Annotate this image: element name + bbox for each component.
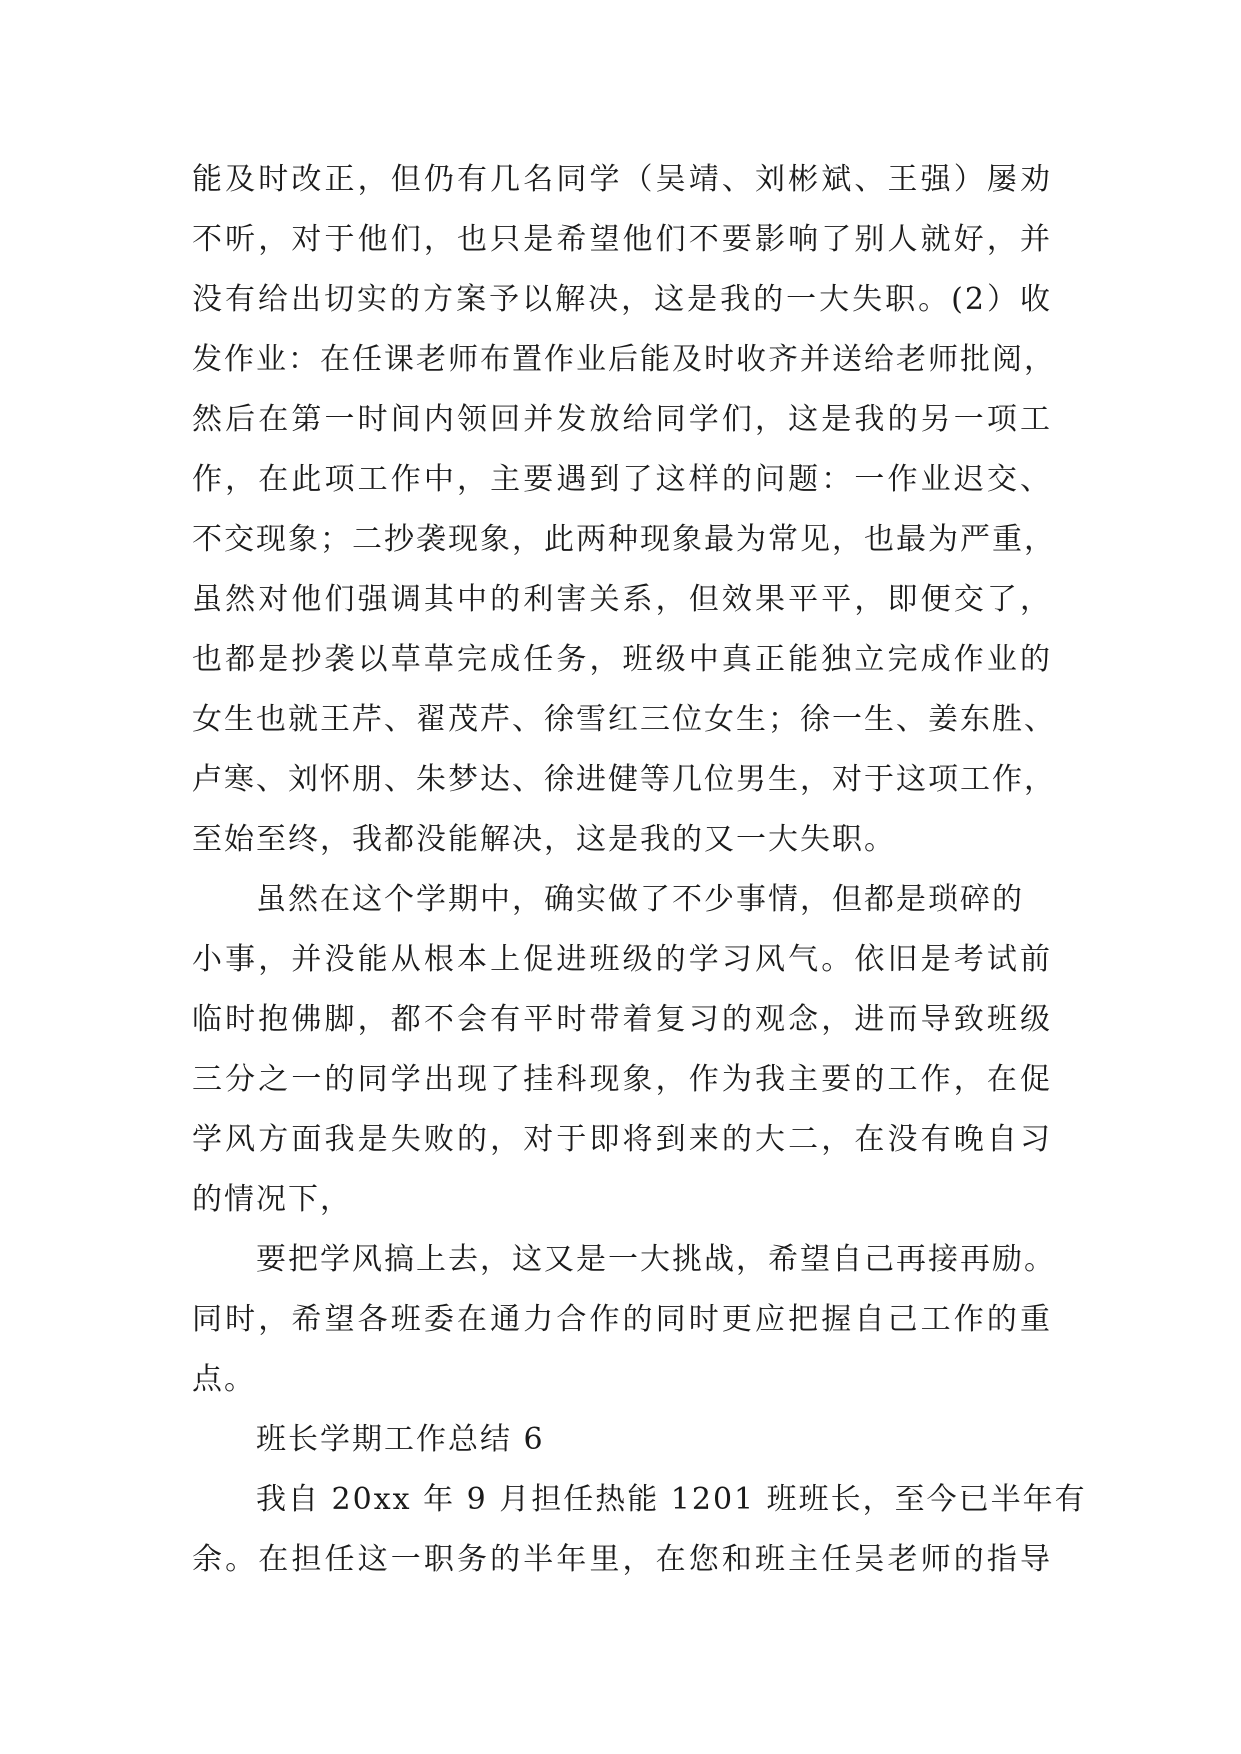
text-line: 同时，希望各班委在通力合作的同时更应把握自己工作的重	[192, 1302, 1052, 1337]
text-line: 也都是抄袭以草草完成任务，班级中真正能独立完成作业的	[192, 642, 1052, 677]
text-line: 小事，并没能从根本上促进班级的学习风气。依旧是考试前	[192, 942, 1052, 977]
text-line: 女生也就王芹、翟茂芹、徐雪红三位女生；徐一生、姜东胜、	[192, 702, 1056, 737]
text-line: 不交现象；二抄袭现象，此两种现象最为常见，也最为严重，	[192, 522, 1056, 557]
text-line: 作，在此项工作中，主要遇到了这样的问题：一作业迟交、	[192, 462, 1052, 497]
text-line: 不听，对于他们，也只是希望他们不要影响了别人就好，并	[192, 222, 1052, 257]
section-heading: 班长学期工作总结 6	[256, 1422, 545, 1457]
text-line: 然后在第一时间内领回并发放给同学们，这是我的另一项工	[192, 402, 1052, 437]
text-line: 学风方面我是失败的，对于即将到来的大二，在没有晚自习	[192, 1122, 1052, 1157]
text-line: 虽然对他们强调其中的利害关系，但效果平平，即便交了，	[192, 582, 1052, 617]
text-line: 卢寒、刘怀朋、朱梦达、徐进健等几位男生，对于这项工作，	[192, 762, 1056, 797]
paragraph-first-line: 虽然在这个学期中，确实做了不少事情，但都是琐碎的	[256, 882, 1024, 917]
paragraph-first-line: 要把学风搞上去，这又是一大挑战，希望自己再接再励。	[256, 1242, 1056, 1277]
text-line: 的情况下，	[192, 1182, 352, 1217]
text-line: 三分之一的同学出现了挂科现象，作为我主要的工作，在促	[192, 1062, 1052, 1097]
text-line: 余。在担任这一职务的半年里，在您和班主任吴老师的指导	[192, 1542, 1052, 1577]
text-line: 临时抱佛脚，都不会有平时带着复习的观念，进而导致班级	[192, 1002, 1052, 1037]
text-line: 点。	[192, 1362, 256, 1397]
text-line: 没有给出切实的方案予以解决，这是我的一大失职。(2）收	[192, 282, 1052, 317]
paragraph-first-line: 我自 20xx 年 9 月担任热能 1201 班班长，至今已半年有	[256, 1482, 1087, 1517]
text-line: 能及时改正，但仍有几名同学（吴靖、刘彬斌、王强）屡劝	[192, 162, 1052, 197]
text-line: 至始至终，我都没能解决，这是我的又一大失职。	[192, 822, 896, 857]
text-line: 发作业：在任课老师布置作业后能及时收齐并送给老师批阅，	[192, 342, 1056, 377]
